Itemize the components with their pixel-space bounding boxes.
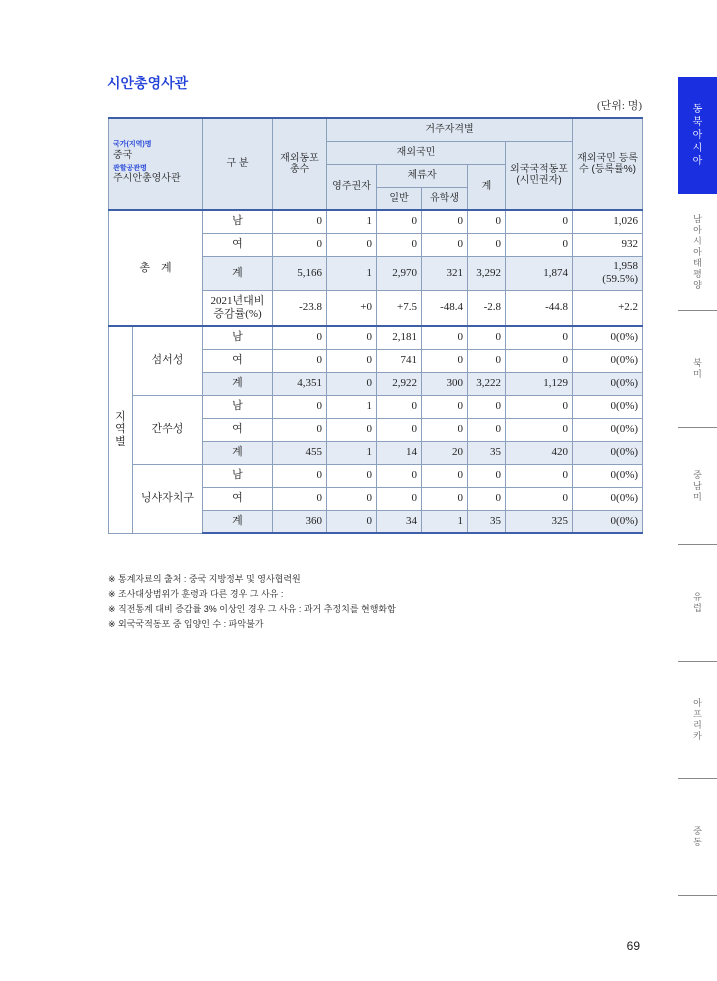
table-cell: 2,922 <box>377 372 422 395</box>
table-cell: 0 <box>468 349 506 372</box>
table-cell: 321 <box>422 256 468 290</box>
row-label: 계 <box>203 510 273 533</box>
table-cell: 0 <box>273 418 327 441</box>
table-cell: 1 <box>327 210 377 233</box>
footnote: ※ 외국국적동포 중 입양인 수 : 파악불가 <box>108 619 264 629</box>
table-cell: 0 <box>327 487 377 510</box>
footnotes <box>108 572 396 632</box>
table-cell: 1 <box>327 256 377 290</box>
table-cell: 0(0%) <box>573 349 643 372</box>
table-cell: 0 <box>422 326 468 349</box>
table-cell: 0 <box>327 349 377 372</box>
table-cell: 0(0%) <box>573 395 643 418</box>
page-title: 시안총영사관 <box>107 75 189 91</box>
table-cell: 0 <box>327 372 377 395</box>
table-cell: 0 <box>422 487 468 510</box>
table-cell: 0(0%) <box>573 418 643 441</box>
table-cell: 1,129 <box>506 372 573 395</box>
table-cell: 0 <box>422 233 468 256</box>
row-label: 2021년대비 증감률(%) <box>203 290 273 326</box>
table-cell: 0 <box>273 210 327 233</box>
total-overseas-header: 재외동포 총수 <box>273 118 327 210</box>
table-cell: 0 <box>327 510 377 533</box>
table-cell: 2,970 <box>377 256 422 290</box>
sojourner-header: 체류자 <box>377 164 468 187</box>
foreign-citizens-header: 외국국적동포 (시민권자) <box>506 141 573 210</box>
table-cell: 0 <box>506 210 573 233</box>
table-cell: 35 <box>468 441 506 464</box>
table-cell: +0 <box>327 290 377 326</box>
page-number: 69 <box>626 939 640 953</box>
table-cell: 1 <box>327 441 377 464</box>
nationals-header: 재외국민 <box>327 141 506 164</box>
footnote: ※ 직전통계 대비 증감률 3% 이상인 경우 그 사유 : 과거 추정치를 현행화함 <box>108 604 396 614</box>
table-cell: 0(0%) <box>573 510 643 533</box>
side-tab-africa[interactable]: 아 프 리 카 <box>678 662 717 779</box>
table-cell: 34 <box>377 510 422 533</box>
row-label: 남 <box>203 395 273 418</box>
table-cell: 0 <box>468 418 506 441</box>
table-cell: 0(0%) <box>573 487 643 510</box>
side-tab-latin-america[interactable]: 중 남 미 <box>678 428 717 545</box>
table-cell: -2.8 <box>468 290 506 326</box>
table-cell: 5,166 <box>273 256 327 290</box>
table-cell: 1,026 <box>573 210 643 233</box>
table-cell: 0 <box>377 233 422 256</box>
table-cell: 0 <box>377 487 422 510</box>
table-cell: 0 <box>422 349 468 372</box>
table-cell: 932 <box>573 233 643 256</box>
side-tab-northeast-asia[interactable]: 동 북 아 시 아 <box>678 77 717 194</box>
table-cell: 0 <box>468 487 506 510</box>
row-label: 남 <box>203 464 273 487</box>
category-header: 구 분 <box>203 118 273 210</box>
permanent-header: 영주권자 <box>327 164 377 210</box>
side-tab-south-asia-pacific[interactable]: 남 아 시 아 태 평 양 <box>678 194 717 311</box>
table-cell: 0 <box>273 395 327 418</box>
row-label: 여 <box>203 349 273 372</box>
table-cell: +2.2 <box>573 290 643 326</box>
table-cell: 14 <box>377 441 422 464</box>
table-cell: +7.5 <box>377 290 422 326</box>
table-cell: 4,351 <box>273 372 327 395</box>
table-cell: 0 <box>327 233 377 256</box>
table-cell: 1 <box>422 510 468 533</box>
table-cell: 0 <box>422 210 468 233</box>
table-cell: 35 <box>468 510 506 533</box>
table-cell: 0 <box>273 464 327 487</box>
table-cell: 0 <box>327 418 377 441</box>
table-cell: -48.4 <box>422 290 468 326</box>
table-cell: 300 <box>422 372 468 395</box>
row-label: 계 <box>203 441 273 464</box>
table-cell: 0 <box>506 233 573 256</box>
row-label: 남 <box>203 326 273 349</box>
table-cell: 0 <box>506 349 573 372</box>
table-cell: 0 <box>468 464 506 487</box>
side-nav <box>678 77 717 896</box>
country-office-header: 국가(지역)명 중국 관할공관명 주시안총영사관 <box>109 118 203 210</box>
table-cell: 0 <box>468 210 506 233</box>
table-cell: 2,181 <box>377 326 422 349</box>
table-cell: 0 <box>506 326 573 349</box>
table-cell: 20 <box>422 441 468 464</box>
table-cell: 360 <box>273 510 327 533</box>
table-cell: 0 <box>273 326 327 349</box>
row-label: 여 <box>203 418 273 441</box>
table-cell: 3,222 <box>468 372 506 395</box>
table-cell: 0(0%) <box>573 441 643 464</box>
table-cell: 0 <box>506 395 573 418</box>
residence-status-header: 거주자격별 <box>327 118 573 141</box>
unit-label: (단위: 명) <box>596 100 642 112</box>
table-cell: 0 <box>327 464 377 487</box>
table-cell: 741 <box>377 349 422 372</box>
table-cell: 0 <box>273 233 327 256</box>
row-label: 계 <box>203 372 273 395</box>
side-tab-north-america[interactable]: 북 미 <box>678 311 717 428</box>
table-cell: 0 <box>273 349 327 372</box>
registered-header: 재외국민 등록수 (등록률%) <box>573 118 643 210</box>
row-label: 여 <box>203 487 273 510</box>
table-cell: 0 <box>327 326 377 349</box>
table-cell: -44.8 <box>506 290 573 326</box>
general-header: 일반 <box>377 187 422 210</box>
region-name: 닝샤자치구 <box>133 464 203 533</box>
table-cell: 0 <box>273 487 327 510</box>
row-label: 여 <box>203 233 273 256</box>
table-cell: 0 <box>468 395 506 418</box>
table-cell: 0(0%) <box>573 464 643 487</box>
table-cell: 3,292 <box>468 256 506 290</box>
statistics-table <box>108 117 643 534</box>
table-cell: 0 <box>468 233 506 256</box>
table-cell: 1,874 <box>506 256 573 290</box>
row-label: 남 <box>203 210 273 233</box>
row-label: 계 <box>203 256 273 290</box>
side-tab-middle-east[interactable]: 중 동 <box>678 779 717 896</box>
table-cell: 0 <box>506 464 573 487</box>
table-cell: 0 <box>468 326 506 349</box>
student-header: 유학생 <box>422 187 468 210</box>
total-group-label: 총 계 <box>109 210 203 326</box>
table-cell: 0(0%) <box>573 326 643 349</box>
side-tab-europe[interactable]: 유 럽 <box>678 545 717 662</box>
subtotal-header: 계 <box>468 164 506 210</box>
table-cell: 0 <box>422 395 468 418</box>
region-name: 섬서성 <box>133 326 203 395</box>
footnote: ※ 조사대상범위가 훈령과 다른 경우 그 사유 : <box>108 589 284 599</box>
region-group-label: 지 역 별 <box>109 326 133 533</box>
table-cell: 1,958 (59.5%) <box>573 256 643 290</box>
table-cell: 0 <box>506 487 573 510</box>
table-cell: 0 <box>377 418 422 441</box>
table-cell: 0 <box>422 464 468 487</box>
table-cell: 455 <box>273 441 327 464</box>
table-cell: 325 <box>506 510 573 533</box>
table-cell: 420 <box>506 441 573 464</box>
table-cell: 0 <box>377 464 422 487</box>
region-name: 간쑤성 <box>133 395 203 464</box>
table-cell: 0 <box>377 395 422 418</box>
table-cell: 0 <box>506 418 573 441</box>
table-cell: -23.8 <box>273 290 327 326</box>
table-cell: 0(0%) <box>573 372 643 395</box>
table-cell: 0 <box>422 418 468 441</box>
footnote: ※ 통계자료의 출처 : 중국 지방정부 및 영사협력원 <box>108 574 301 584</box>
table-cell: 0 <box>377 210 422 233</box>
table-cell: 1 <box>327 395 377 418</box>
